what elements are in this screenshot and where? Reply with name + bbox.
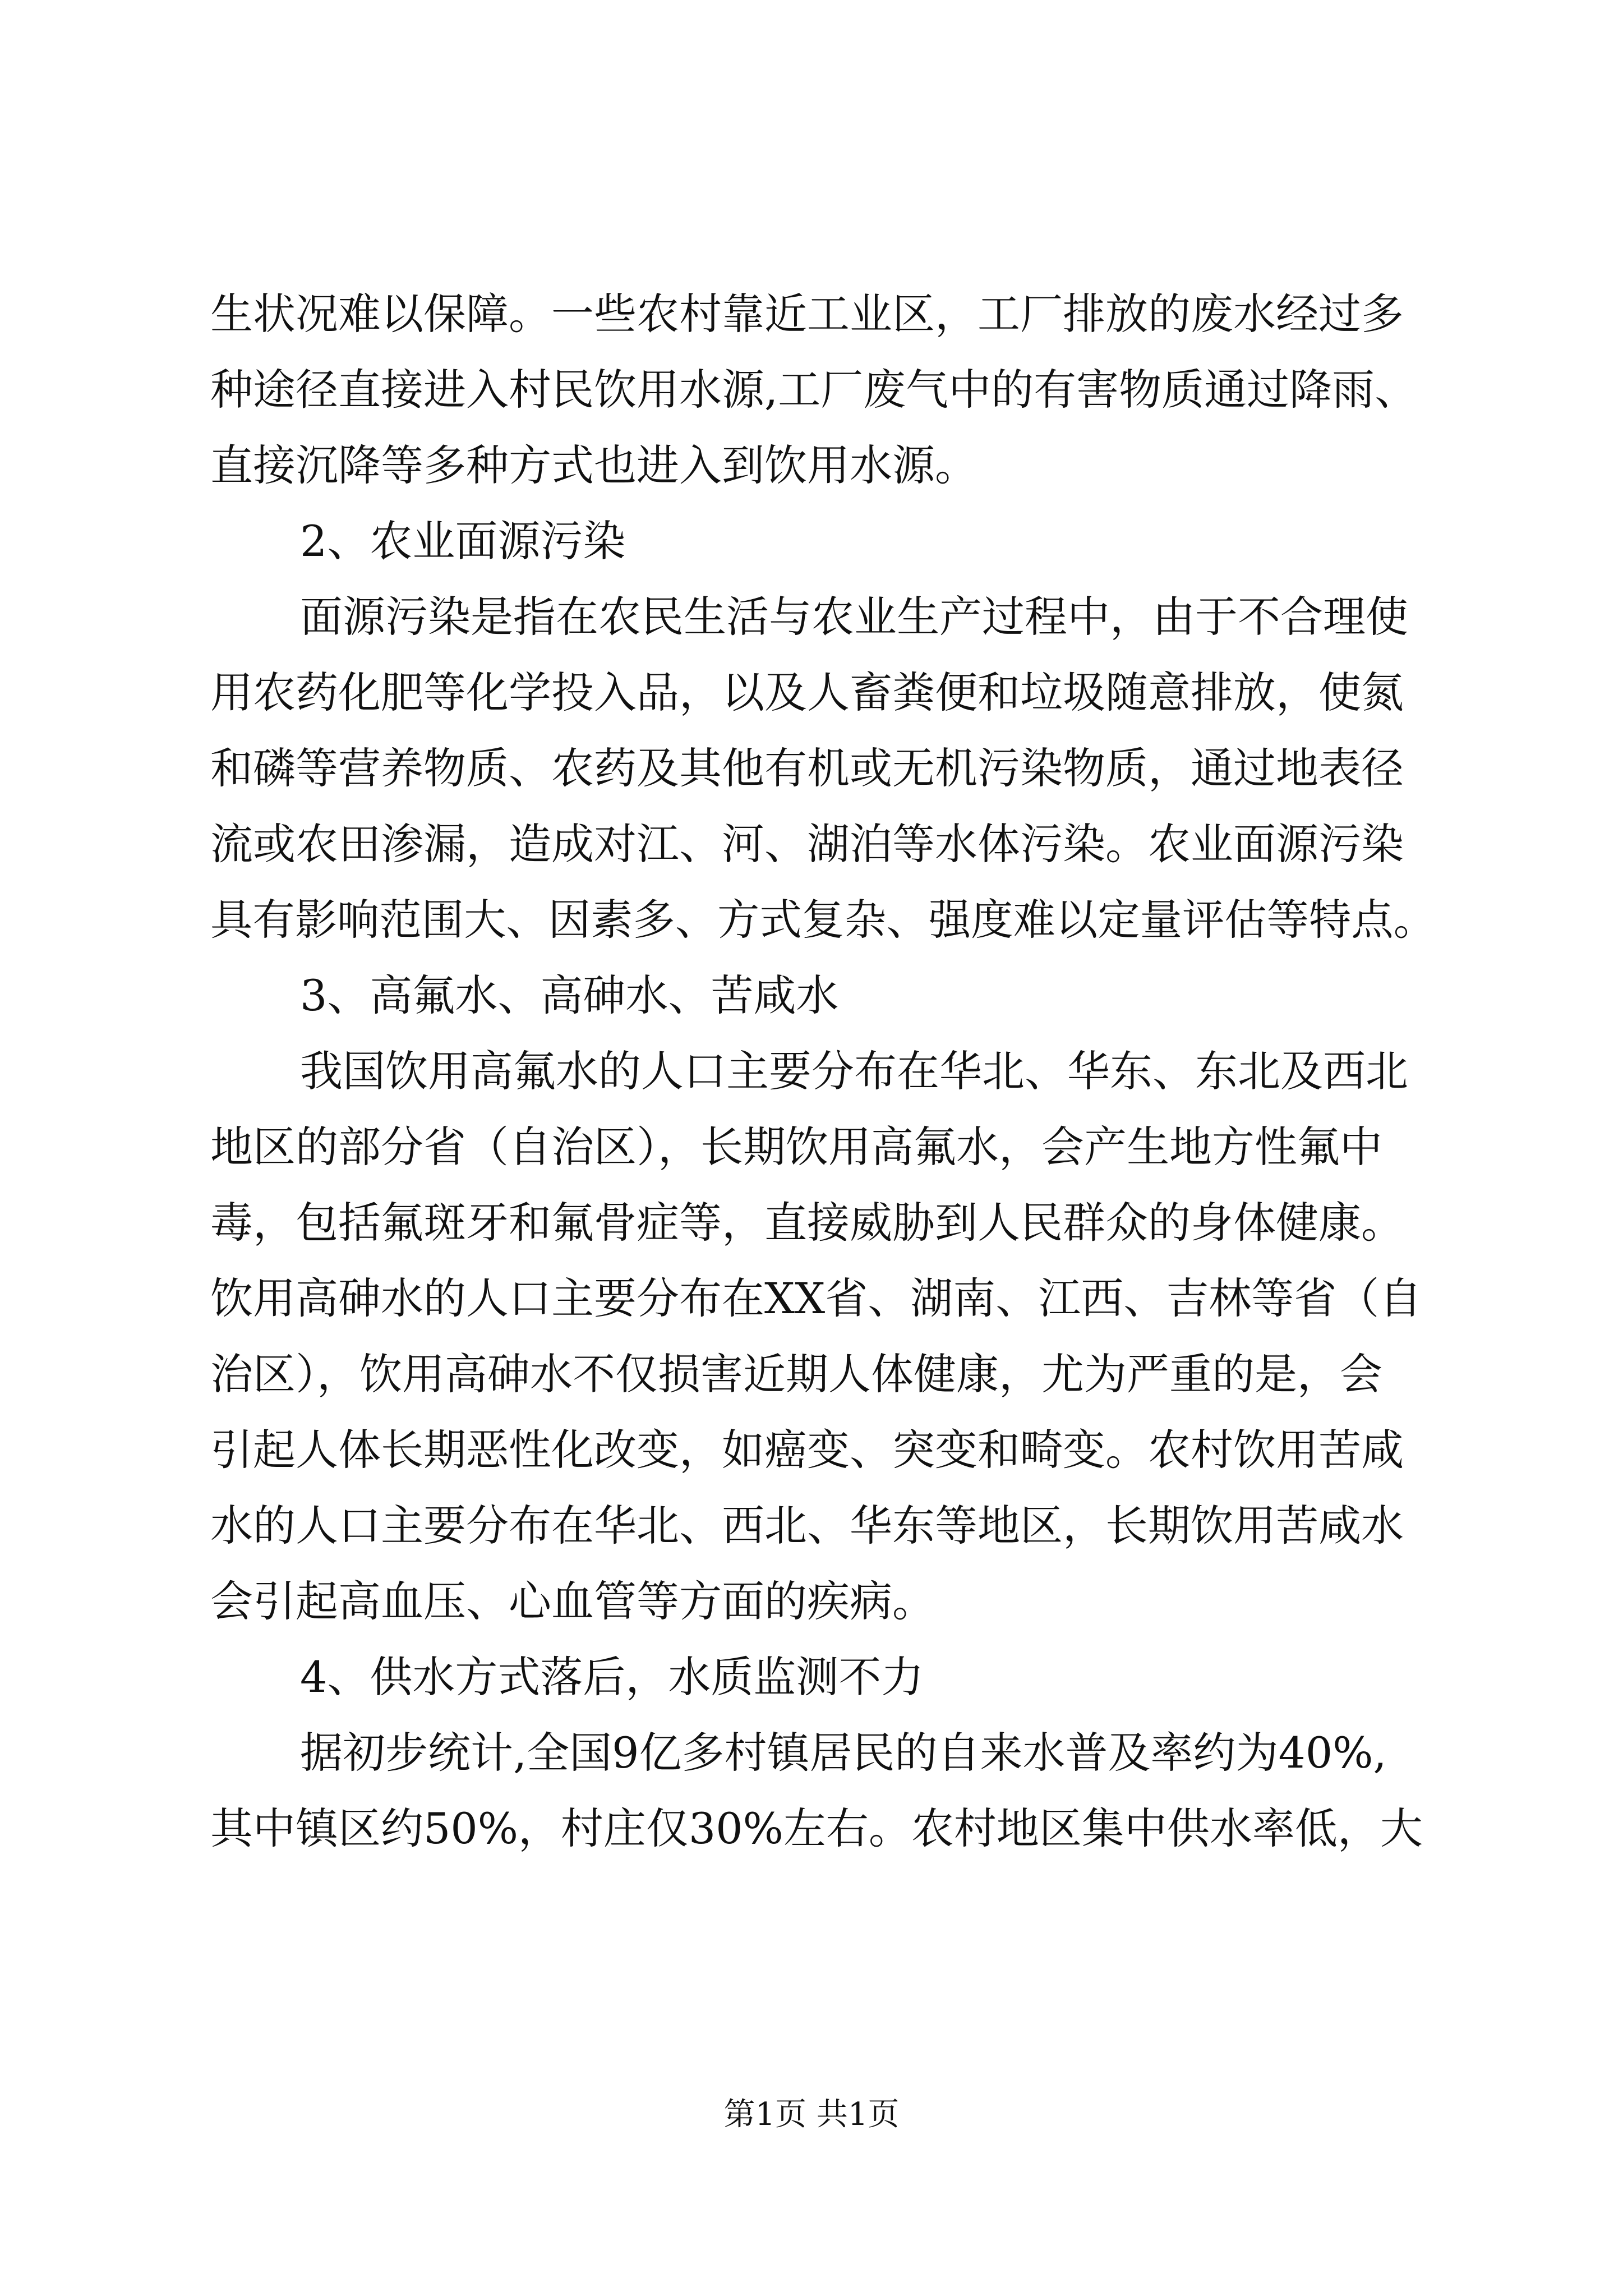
text-line-content: 据初步统计,全国9亿多村镇居民的自来水普及率约为40%, <box>300 1728 1387 1778</box>
text-line <box>0 1789 1623 1868</box>
text-line-content: 流或农田渗漏，造成对江、河、湖泊等水体污染。农业面源污染 <box>210 819 1404 869</box>
text-line <box>0 1562 1623 1641</box>
text-line-content: 引起人体长期恶性化改变，如癌变、突变和畸变。农村饮用苦咸 <box>210 1425 1404 1475</box>
text-line-content: 直接沉降等多种方式也进入到饮用水源。 <box>210 440 978 490</box>
text-line-content: 种途径直接进入村民饮用水源,工厂废气中的有害物质通过降雨、 <box>210 365 1418 415</box>
text-line-content: 和磷等营养物质、农药及其他有机或无机污染物质，通过地表径 <box>210 743 1404 793</box>
text-line <box>0 881 1623 959</box>
text-line <box>0 729 1623 808</box>
text-line-content: 具有影响范围大、因素多、方式复杂、强度难以定量评估等特点。 <box>210 895 1436 945</box>
text-line-content: 面源污染是指在农民生活与农业生产过程中，由于不合理使 <box>300 592 1408 642</box>
text-line-content: 地区的部分省（自治区），长期饮用高氟水，会产生地方性氟中 <box>210 1122 1382 1172</box>
text-line <box>0 351 1623 429</box>
page-footer: 第1页 共1页 <box>723 2096 900 2133</box>
text-line <box>0 1108 1623 1186</box>
text-line <box>0 1487 1623 1565</box>
text-line-content: 饮用高砷水的人口主要分布在XX省、湖南、江西、吉林等省（自 <box>210 1273 1422 1323</box>
text-line <box>0 578 1623 656</box>
text-line <box>0 1259 1623 1338</box>
text-line <box>0 1411 1623 1489</box>
text-line-content: 会引起高血压、心血管等方面的疾病。 <box>210 1576 935 1626</box>
section-heading-text: 3、高氟水、高砷水、苦咸水 <box>300 970 839 1020</box>
text-line <box>0 1032 1623 1111</box>
section-heading-text: 2、农业面源污染 <box>300 516 626 566</box>
text-line-content: 其中镇区约50%，村庄仅30%左右。农村地区集中供水率低，大 <box>210 1803 1423 1853</box>
section-heading-text: 4、供水方式落后，水质监测不力 <box>300 1652 924 1702</box>
text-line <box>0 1184 1623 1262</box>
text-line <box>0 1335 1623 1414</box>
section-heading <box>0 502 1623 581</box>
text-line-content: 治区），饮用高砷水不仅损害近期人体健康，尤为严重的是，会 <box>210 1349 1382 1399</box>
text-line <box>0 654 1623 732</box>
text-line-content: 用农药化肥等化学投入品，以及人畜粪便和垃圾随意排放，使氮 <box>210 668 1404 717</box>
text-line-content: 毒，包括氟斑牙和氟骨症等，直接威胁到人民群众的身体健康。 <box>210 1198 1404 1248</box>
text-line <box>0 1714 1623 1792</box>
section-heading <box>0 956 1623 1035</box>
text-line-content: 生状况难以保障。一些农村靠近工业区，工厂排放的废水经过多 <box>210 289 1404 339</box>
text-line <box>0 426 1623 505</box>
text-line-content: 我国饮用高氟水的人口主要分布在华北、华东、东北及西北 <box>300 1046 1408 1096</box>
text-line-content: 水的人口主要分布在华北、西北、华东等地区，长期饮用苦咸水 <box>210 1501 1404 1550</box>
text-line <box>0 275 1623 353</box>
text-line <box>0 805 1623 884</box>
section-heading <box>0 1638 1623 1717</box>
